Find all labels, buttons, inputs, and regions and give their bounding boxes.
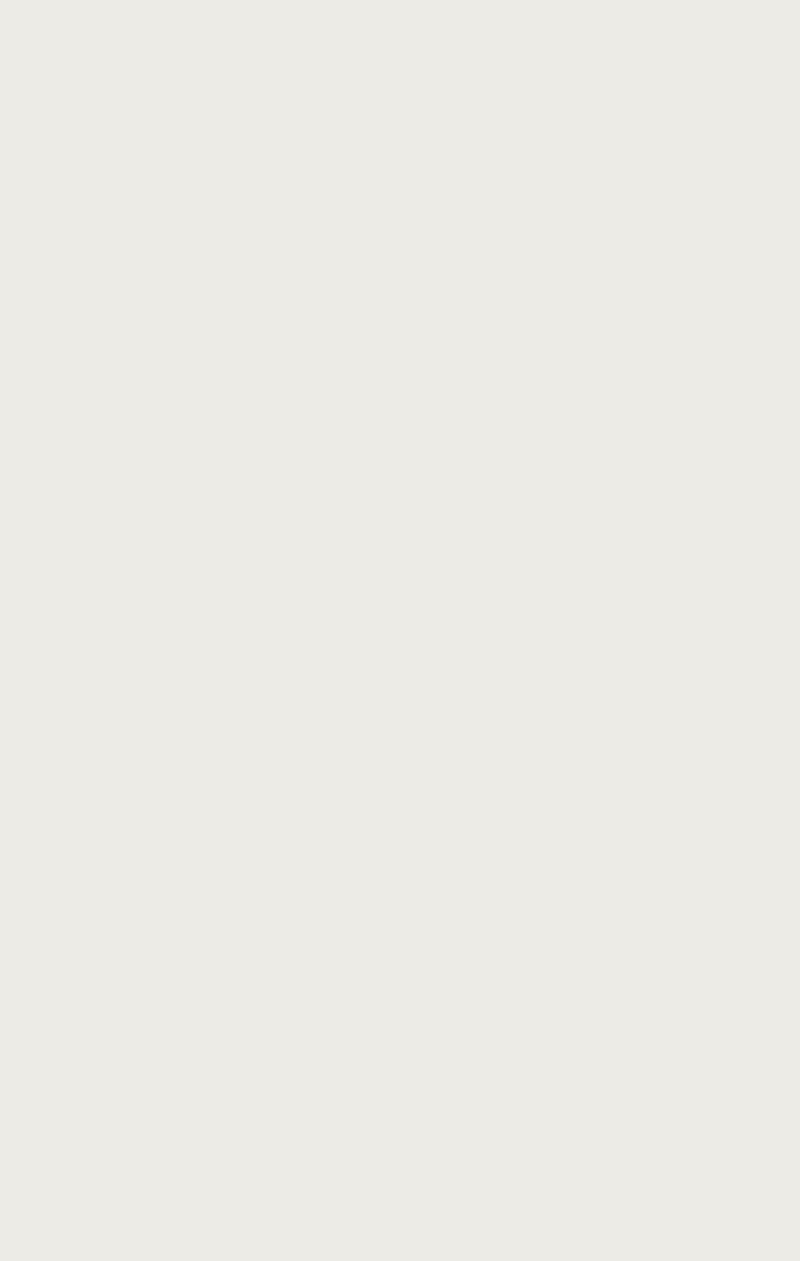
page-header xyxy=(78,64,700,94)
